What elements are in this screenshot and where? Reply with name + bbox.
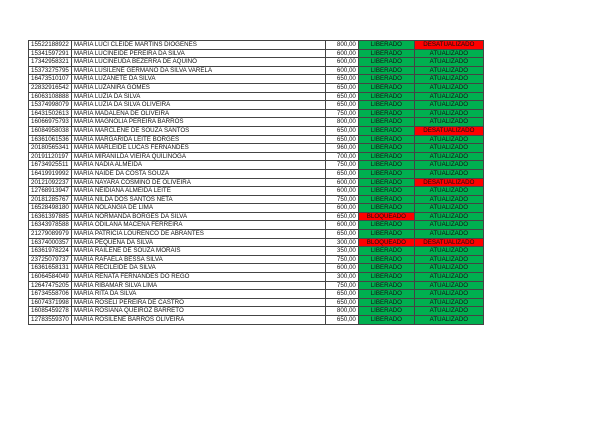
update-status-cell: ATUALIZADO bbox=[414, 247, 483, 256]
name-cell: MARIA LUCI CLEIDE MARTINS DIOGENES bbox=[71, 41, 325, 50]
table-row bbox=[29, 195, 484, 204]
update-status-cell: ATUALIZADO bbox=[414, 169, 483, 178]
name-cell: MARIA MIRANILDA VIEIRA QUILINOGA bbox=[71, 152, 325, 161]
name-cell: MARIA NOLANGIA DE LIMA bbox=[71, 204, 325, 213]
table-row bbox=[29, 221, 484, 230]
update-status-cell: ATUALIZADO bbox=[414, 281, 483, 290]
name-cell: MARIA RITA DA SILVA bbox=[71, 290, 325, 299]
amount-cell: 600,00 bbox=[325, 58, 358, 67]
name-cell: MARIA NAYARA COSMINO DE OLIVEIRA bbox=[71, 178, 325, 187]
cpf-cell: 20121092237 bbox=[29, 178, 72, 187]
cpf-cell: 16085459278 bbox=[29, 307, 72, 316]
table-row bbox=[29, 58, 484, 67]
cpf-cell: 16361978224 bbox=[29, 247, 72, 256]
cpf-cell: 16074371998 bbox=[29, 298, 72, 307]
cpf-cell: 20181285767 bbox=[29, 195, 72, 204]
amount-cell: 650,00 bbox=[325, 316, 358, 325]
name-cell: MARIA NEIDIANA ALMEIDA LEITE bbox=[71, 187, 325, 196]
status-cell: LIBERADO bbox=[358, 221, 414, 230]
table-row bbox=[29, 187, 484, 196]
table-row bbox=[29, 83, 484, 92]
table-row bbox=[29, 92, 484, 101]
name-cell: MARIA ROSELI PEREIRA DE CASTRO bbox=[71, 298, 325, 307]
status-cell: LIBERADO bbox=[358, 118, 414, 127]
update-status-cell: ATUALIZADO bbox=[414, 230, 483, 239]
update-status-cell: ATUALIZADO bbox=[414, 58, 483, 67]
amount-cell: 600,00 bbox=[325, 49, 358, 58]
status-cell: LIBERADO bbox=[358, 109, 414, 118]
name-cell: MARIA NAIDE DA COSTA SOUZA bbox=[71, 169, 325, 178]
status-cell: LIBERADO bbox=[358, 41, 414, 50]
amount-cell: 800,00 bbox=[325, 307, 358, 316]
update-status-cell: ATUALIZADO bbox=[414, 316, 483, 325]
update-status-cell: ATUALIZADO bbox=[414, 92, 483, 101]
amount-cell: 650,00 bbox=[325, 83, 358, 92]
cpf-cell: 16361658131 bbox=[29, 264, 72, 273]
table-row bbox=[29, 316, 484, 325]
amount-cell: 650,00 bbox=[325, 92, 358, 101]
status-cell: LIBERADO bbox=[358, 66, 414, 75]
cpf-cell: 16473510107 bbox=[29, 75, 72, 84]
table-row bbox=[29, 281, 484, 290]
cpf-cell: 15341597291 bbox=[29, 49, 72, 58]
table-row bbox=[29, 49, 484, 58]
status-cell: LIBERADO bbox=[358, 204, 414, 213]
update-status-cell: ATUALIZADO bbox=[414, 161, 483, 170]
update-status-cell: ATUALIZADO bbox=[414, 83, 483, 92]
table-row bbox=[29, 144, 484, 153]
status-cell: BLOQUEADO bbox=[358, 212, 414, 221]
table-row bbox=[29, 152, 484, 161]
amount-cell: 650,00 bbox=[325, 290, 358, 299]
amount-cell: 650,00 bbox=[325, 298, 358, 307]
table-row bbox=[29, 135, 484, 144]
cpf-cell: 16419919992 bbox=[29, 169, 72, 178]
update-status-cell: DESATUALIZADO bbox=[414, 41, 483, 50]
table-row bbox=[29, 264, 484, 273]
status-cell: LIBERADO bbox=[358, 195, 414, 204]
table-row bbox=[29, 169, 484, 178]
amount-cell: 750,00 bbox=[325, 281, 358, 290]
name-cell: MARIA LUSILENE GERMANO DA SILVA VARELA bbox=[71, 66, 325, 75]
name-cell: MARIA RAILENE DE SOUZA MORAIS bbox=[71, 247, 325, 256]
update-status-cell: ATUALIZADO bbox=[414, 264, 483, 273]
cpf-cell: 16084958038 bbox=[29, 126, 72, 135]
name-cell: MARIA LUZIA DA SILVA OLIVEIRA bbox=[71, 101, 325, 110]
table-row bbox=[29, 126, 484, 135]
update-status-cell: ATUALIZADO bbox=[414, 212, 483, 221]
amount-cell: 750,00 bbox=[325, 195, 358, 204]
amount-cell: 600,00 bbox=[325, 178, 358, 187]
status-cell: LIBERADO bbox=[358, 273, 414, 282]
status-cell: LIBERADO bbox=[358, 75, 414, 84]
cpf-cell: 16374000357 bbox=[29, 238, 72, 247]
status-cell: LIBERADO bbox=[358, 161, 414, 170]
cpf-cell: 16528498180 bbox=[29, 204, 72, 213]
name-cell: MARIA LUZANIRA GOMES bbox=[71, 83, 325, 92]
table-row bbox=[29, 255, 484, 264]
amount-cell: 650,00 bbox=[325, 75, 358, 84]
status-cell: LIBERADO bbox=[358, 83, 414, 92]
cpf-cell: 21279089979 bbox=[29, 230, 72, 239]
update-status-cell: ATUALIZADO bbox=[414, 135, 483, 144]
update-status-cell: ATUALIZADO bbox=[414, 298, 483, 307]
update-status-cell: ATUALIZADO bbox=[414, 221, 483, 230]
cpf-cell: 12647475205 bbox=[29, 281, 72, 290]
table-row bbox=[29, 75, 484, 84]
cpf-cell: 16064584049 bbox=[29, 273, 72, 282]
amount-cell: 600,00 bbox=[325, 204, 358, 213]
update-status-cell: ATUALIZADO bbox=[414, 152, 483, 161]
amount-cell: 750,00 bbox=[325, 109, 358, 118]
table-row bbox=[29, 204, 484, 213]
status-cell: LIBERADO bbox=[358, 264, 414, 273]
table-row bbox=[29, 178, 484, 187]
name-cell: MARIA RENATA FERNANDES DO REGO bbox=[71, 273, 325, 282]
update-status-cell: DESATUALIZADO bbox=[414, 238, 483, 247]
name-cell: MARIA LUCINEIDE PEREIRA DA SILVA bbox=[71, 49, 325, 58]
table-row bbox=[29, 290, 484, 299]
name-cell: MARIA PATRICIA LOURENCO DE ABRANTES bbox=[71, 230, 325, 239]
update-status-cell: ATUALIZADO bbox=[414, 255, 483, 264]
status-cell: LIBERADO bbox=[358, 281, 414, 290]
amount-cell: 700,00 bbox=[325, 152, 358, 161]
name-cell: MARIA RIBAMAR SILVA LIMA bbox=[71, 281, 325, 290]
status-cell: LIBERADO bbox=[358, 247, 414, 256]
status-cell: LIBERADO bbox=[358, 49, 414, 58]
cpf-cell: 16734558706 bbox=[29, 290, 72, 299]
update-status-cell: ATUALIZADO bbox=[414, 273, 483, 282]
cpf-cell: 15373275795 bbox=[29, 66, 72, 75]
cpf-cell: 20180565341 bbox=[29, 144, 72, 153]
table-row bbox=[29, 41, 484, 50]
amount-cell: 600,00 bbox=[325, 187, 358, 196]
name-cell: MARIA PEQUENA DA SILVA bbox=[71, 238, 325, 247]
amount-cell: 750,00 bbox=[325, 255, 358, 264]
status-cell: LIBERADO bbox=[358, 126, 414, 135]
amount-cell: 300,00 bbox=[325, 273, 358, 282]
amount-cell: 750,00 bbox=[325, 161, 358, 170]
status-cell: LIBERADO bbox=[358, 92, 414, 101]
name-cell: MARIA LUZIA DA SILVA bbox=[71, 92, 325, 101]
amount-cell: 960,00 bbox=[325, 144, 358, 153]
amount-cell: 600,00 bbox=[325, 66, 358, 75]
name-cell: MARIA MARLEIDE LUCAS FERNANDES bbox=[71, 144, 325, 153]
amount-cell: 650,00 bbox=[325, 135, 358, 144]
cpf-cell: 15374998079 bbox=[29, 101, 72, 110]
update-status-cell: ATUALIZADO bbox=[414, 75, 483, 84]
name-cell: MARIA MADALENA DE OLIVEIRA bbox=[71, 109, 325, 118]
status-cell: LIBERADO bbox=[358, 298, 414, 307]
cpf-cell: 17342958321 bbox=[29, 58, 72, 67]
cpf-cell: 23725079737 bbox=[29, 255, 72, 264]
status-cell: LIBERADO bbox=[358, 101, 414, 110]
cpf-cell: 16361061536 bbox=[29, 135, 72, 144]
table-row bbox=[29, 118, 484, 127]
name-cell: MARIA MAGNOLIA PEREIRA BARROS bbox=[71, 118, 325, 127]
status-cell: LIBERADO bbox=[358, 144, 414, 153]
status-cell: BLOQUEADO bbox=[358, 238, 414, 247]
update-status-cell: ATUALIZADO bbox=[414, 109, 483, 118]
name-cell: MARIA MARCLENE DE SOUZA SANTOS bbox=[71, 126, 325, 135]
status-cell: LIBERADO bbox=[358, 152, 414, 161]
update-status-cell: ATUALIZADO bbox=[414, 66, 483, 75]
table-row bbox=[29, 273, 484, 282]
name-cell: MARIA ROSILENE BARROS OLIVEIRA bbox=[71, 316, 325, 325]
name-cell: MARIA NORMANDA BORGES DA SILVA bbox=[71, 212, 325, 221]
table-row bbox=[29, 247, 484, 256]
amount-cell: 650,00 bbox=[325, 212, 358, 221]
amount-cell: 800,00 bbox=[325, 118, 358, 127]
status-cell: LIBERADO bbox=[358, 178, 414, 187]
table-row bbox=[29, 307, 484, 316]
update-status-cell: ATUALIZADO bbox=[414, 204, 483, 213]
amount-cell: 600,00 bbox=[325, 221, 358, 230]
update-status-cell: ATUALIZADO bbox=[414, 144, 483, 153]
amount-cell: 650,00 bbox=[325, 126, 358, 135]
table-row bbox=[29, 161, 484, 170]
table-row bbox=[29, 230, 484, 239]
table-row bbox=[29, 109, 484, 118]
cpf-cell: 16431502613 bbox=[29, 109, 72, 118]
update-status-cell: ATUALIZADO bbox=[414, 49, 483, 58]
table-row bbox=[29, 66, 484, 75]
table-row bbox=[29, 212, 484, 221]
cpf-cell: 16361397885 bbox=[29, 212, 72, 221]
table-body bbox=[29, 41, 484, 325]
amount-cell: 350,00 bbox=[325, 247, 358, 256]
status-cell: LIBERADO bbox=[358, 187, 414, 196]
name-cell: MARIA LUCINEUDA BEZERRA DE AQUINO bbox=[71, 58, 325, 67]
update-status-cell: ATUALIZADO bbox=[414, 307, 483, 316]
cpf-cell: 12768913947 bbox=[29, 187, 72, 196]
cpf-cell: 15522188922 bbox=[29, 41, 72, 50]
cpf-cell: 16066975793 bbox=[29, 118, 72, 127]
cpf-cell: 22832916542 bbox=[29, 83, 72, 92]
name-cell: MARIA RECILEIDE DA SILVA bbox=[71, 264, 325, 273]
status-cell: LIBERADO bbox=[358, 230, 414, 239]
status-cell: LIBERADO bbox=[358, 58, 414, 67]
name-cell: MARIA NILDA DOS SANTOS NETA bbox=[71, 195, 325, 204]
update-status-cell: ATUALIZADO bbox=[414, 187, 483, 196]
status-cell: LIBERADO bbox=[358, 135, 414, 144]
status-cell: LIBERADO bbox=[358, 169, 414, 178]
name-cell: MARIA NADIA ALMEIDA bbox=[71, 161, 325, 170]
update-status-cell: ATUALIZADO bbox=[414, 195, 483, 204]
name-cell: MARIA LUZANETE DA SILVA bbox=[71, 75, 325, 84]
cpf-cell: 16734925511 bbox=[29, 161, 72, 170]
update-status-cell: DESATUALIZADO bbox=[414, 178, 483, 187]
update-status-cell: DESATUALIZADO bbox=[414, 126, 483, 135]
status-cell: LIBERADO bbox=[358, 255, 414, 264]
name-cell: MARIA RAFAELA BESSA SILVA bbox=[71, 255, 325, 264]
amount-cell: 650,00 bbox=[325, 230, 358, 239]
cpf-cell: 16063108888 bbox=[29, 92, 72, 101]
name-cell: MARIA ODILANA MACENA FERREIRA bbox=[71, 221, 325, 230]
status-cell: LIBERADO bbox=[358, 316, 414, 325]
amount-cell: 300,00 bbox=[325, 238, 358, 247]
cpf-cell: 20191120197 bbox=[29, 152, 72, 161]
name-cell: MARIA MARGARIDA LEITE BORGES bbox=[71, 135, 325, 144]
amount-cell: 600,00 bbox=[325, 264, 358, 273]
update-status-cell: ATUALIZADO bbox=[414, 290, 483, 299]
amount-cell: 650,00 bbox=[325, 101, 358, 110]
table-row bbox=[29, 101, 484, 110]
beneficiaries-table bbox=[28, 40, 484, 325]
cpf-cell: 16343978588 bbox=[29, 221, 72, 230]
table-row bbox=[29, 238, 484, 247]
table-row bbox=[29, 298, 484, 307]
amount-cell: 800,00 bbox=[325, 41, 358, 50]
name-cell: MARIA ROSIANA QUEIROZ BARRETO bbox=[71, 307, 325, 316]
status-cell: LIBERADO bbox=[358, 290, 414, 299]
update-status-cell: ATUALIZADO bbox=[414, 101, 483, 110]
amount-cell: 650,00 bbox=[325, 169, 358, 178]
update-status-cell: ATUALIZADO bbox=[414, 118, 483, 127]
cpf-cell: 12783559370 bbox=[29, 316, 72, 325]
status-cell: LIBERADO bbox=[358, 307, 414, 316]
